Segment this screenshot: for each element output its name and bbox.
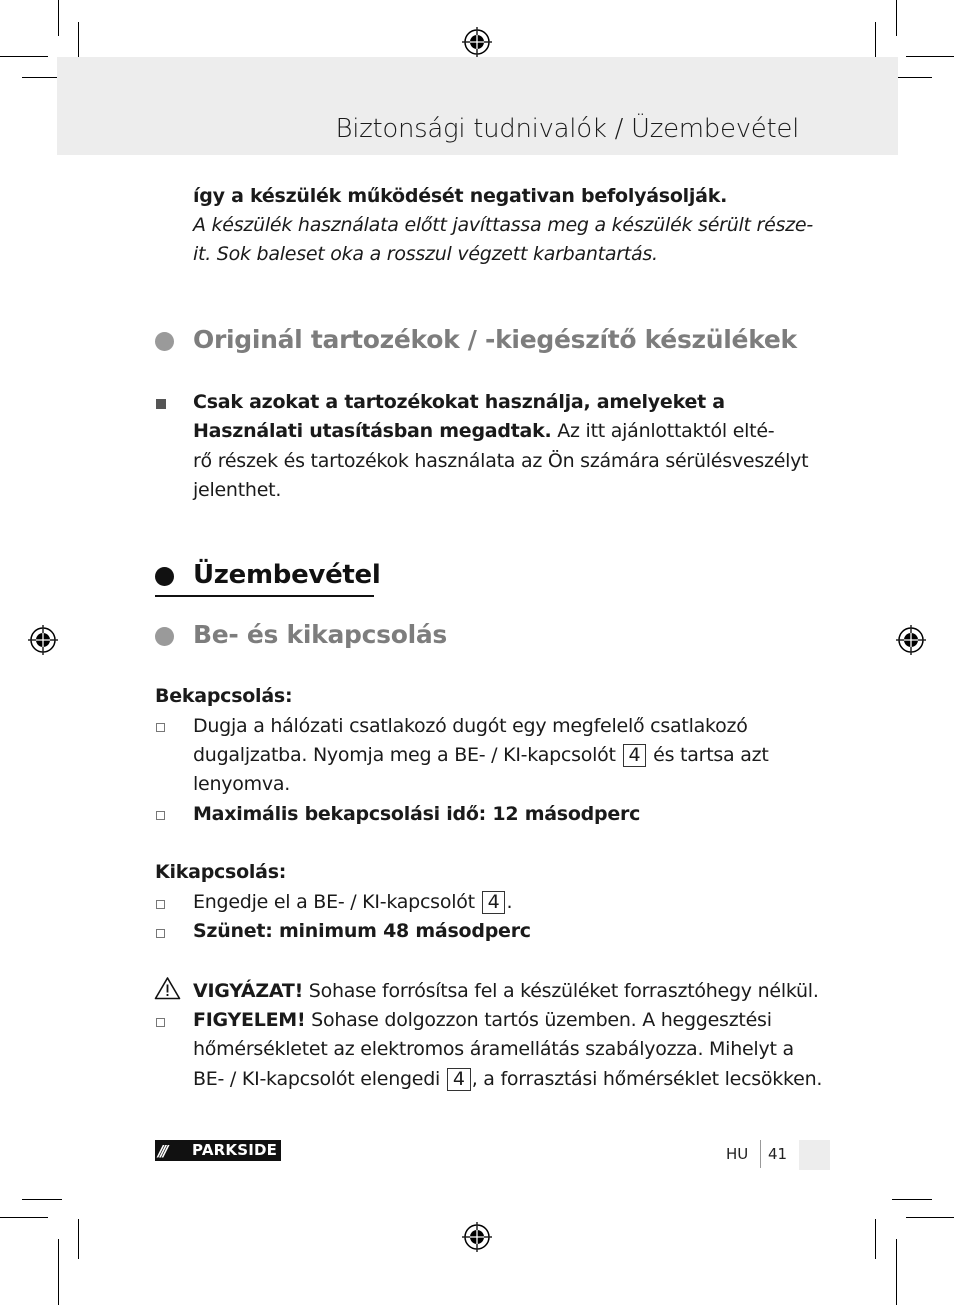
crop-mark bbox=[875, 22, 876, 62]
attention-text: , a forrasztási hőmérséklet lecsökken. bbox=[471, 1068, 823, 1090]
registration-mark-icon bbox=[27, 624, 59, 656]
crop-mark bbox=[896, 1239, 897, 1305]
label-switch-off: Kikapcsolás: bbox=[155, 861, 287, 883]
crop-mark bbox=[0, 56, 48, 57]
crop-mark bbox=[892, 1199, 932, 1200]
crop-mark bbox=[58, 1239, 59, 1305]
switch-on-line: Dugja a hálózati csatlakozó dugót egy megfelelő csatlakozó bbox=[193, 715, 748, 737]
section-bullet-icon bbox=[155, 627, 174, 646]
switch-on-text: dugaljzatba. Nyomja meg a BE- / KI-kapcsolót bbox=[193, 744, 622, 766]
checkbox-bullet-icon bbox=[156, 900, 165, 909]
crop-mark bbox=[906, 56, 954, 57]
checkbox-bullet-icon bbox=[156, 1018, 165, 1027]
switch-off-text: Engedje el a BE- / KI-kapcsolót bbox=[193, 891, 481, 913]
subheading-on-off: Be- és kikapcsolás bbox=[193, 620, 448, 649]
switch-on-line bbox=[193, 741, 769, 771]
pause-time: Szünet: minimum 48 másodperc bbox=[193, 920, 531, 942]
caution-line bbox=[193, 977, 819, 1007]
crop-mark bbox=[78, 22, 79, 62]
footer-divider bbox=[760, 1140, 761, 1168]
switch-on-text: és tartsa azt bbox=[647, 744, 769, 766]
reference-number: 4 bbox=[623, 744, 647, 767]
attention-line bbox=[193, 1006, 772, 1036]
caution-text: Sohase forrósítsa fel a készüléket forrasztóhegy nélkül. bbox=[302, 980, 819, 1002]
top-italic-line: A készülék használata előtt javíttassa meg a készülék sérült része- bbox=[193, 214, 813, 236]
warning-triangle-icon bbox=[154, 976, 181, 1000]
crop-mark bbox=[22, 1199, 62, 1200]
top-bold-line: így a készülék működését negativan befolyásolják. bbox=[193, 185, 728, 207]
crop-mark bbox=[0, 1217, 48, 1218]
section-bullet-icon bbox=[155, 332, 174, 351]
accessories-line: Csak azokat a tartozékokat használja, amelyeket a bbox=[193, 391, 725, 413]
section-heading-accessories: Originál tartozékok / -kiegészítő készülékek bbox=[193, 325, 797, 354]
parkside-logo bbox=[155, 1140, 281, 1161]
registration-mark-icon bbox=[895, 624, 927, 656]
accessories-rest: Az itt ajánlottaktól elté- bbox=[551, 420, 775, 442]
attention-line bbox=[193, 1065, 822, 1095]
top-italic-line: it. Sok baleset oka a rosszul végzett karbantartás. bbox=[193, 243, 658, 265]
attention-text: BE- / KI-kapcsolót elengedi bbox=[193, 1068, 446, 1090]
switch-off-line bbox=[193, 888, 512, 918]
crop-mark bbox=[78, 1219, 79, 1259]
checkbox-bullet-icon bbox=[156, 929, 165, 938]
page-number: 41 bbox=[768, 1145, 788, 1163]
caution-label: VIGYÁZAT! bbox=[193, 980, 303, 1002]
reference-number: 4 bbox=[482, 891, 506, 914]
switch-on-line: lenyomva. bbox=[193, 773, 291, 795]
reference-number: 4 bbox=[447, 1068, 471, 1091]
accessories-line: rő részek és tartozékok használata az Ön számára sérülésveszélyt bbox=[193, 450, 809, 472]
attention-text: Sohase dolgozzon tartós üzemben. A heggesztési bbox=[305, 1009, 772, 1031]
attention-label: FIGYELEM! bbox=[193, 1009, 306, 1031]
section-bullet-icon bbox=[155, 567, 174, 586]
logo-text: PARKSIDE bbox=[192, 1141, 278, 1159]
attention-line: hőmérsékletet az elektromos áramellátás szabályozza. Mihelyt a bbox=[193, 1038, 794, 1060]
page-title: Biztonsági tudnivalók / Üzembevétel bbox=[335, 114, 799, 144]
logo-stripes: /// bbox=[158, 1142, 166, 1160]
registration-mark-icon bbox=[461, 1221, 493, 1253]
crop-mark bbox=[896, 0, 897, 36]
crop-mark bbox=[875, 1219, 876, 1259]
accessories-line bbox=[193, 417, 774, 447]
crop-mark bbox=[892, 77, 932, 78]
label-switch-on: Bekapcsolás: bbox=[155, 685, 293, 707]
registration-mark-icon bbox=[461, 26, 493, 58]
checkbox-bullet-icon bbox=[156, 723, 165, 732]
footer-tab-block bbox=[799, 1140, 830, 1170]
heading-underline bbox=[155, 595, 374, 597]
crop-mark bbox=[58, 0, 59, 36]
checkbox-bullet-icon bbox=[156, 811, 165, 820]
section-heading-startup: Üzembevétel bbox=[193, 560, 381, 590]
accessories-line: jelenthet. bbox=[193, 479, 282, 501]
crop-mark bbox=[22, 77, 62, 78]
crop-mark bbox=[906, 1217, 954, 1218]
square-bullet-icon bbox=[156, 399, 166, 409]
max-on-time: Maximális bekapcsolási idő: 12 másodperc bbox=[193, 803, 641, 825]
accessories-bold: Használati utasításban megadtak. bbox=[193, 420, 552, 442]
language-code: HU bbox=[726, 1145, 749, 1163]
switch-off-text: . bbox=[506, 891, 513, 913]
